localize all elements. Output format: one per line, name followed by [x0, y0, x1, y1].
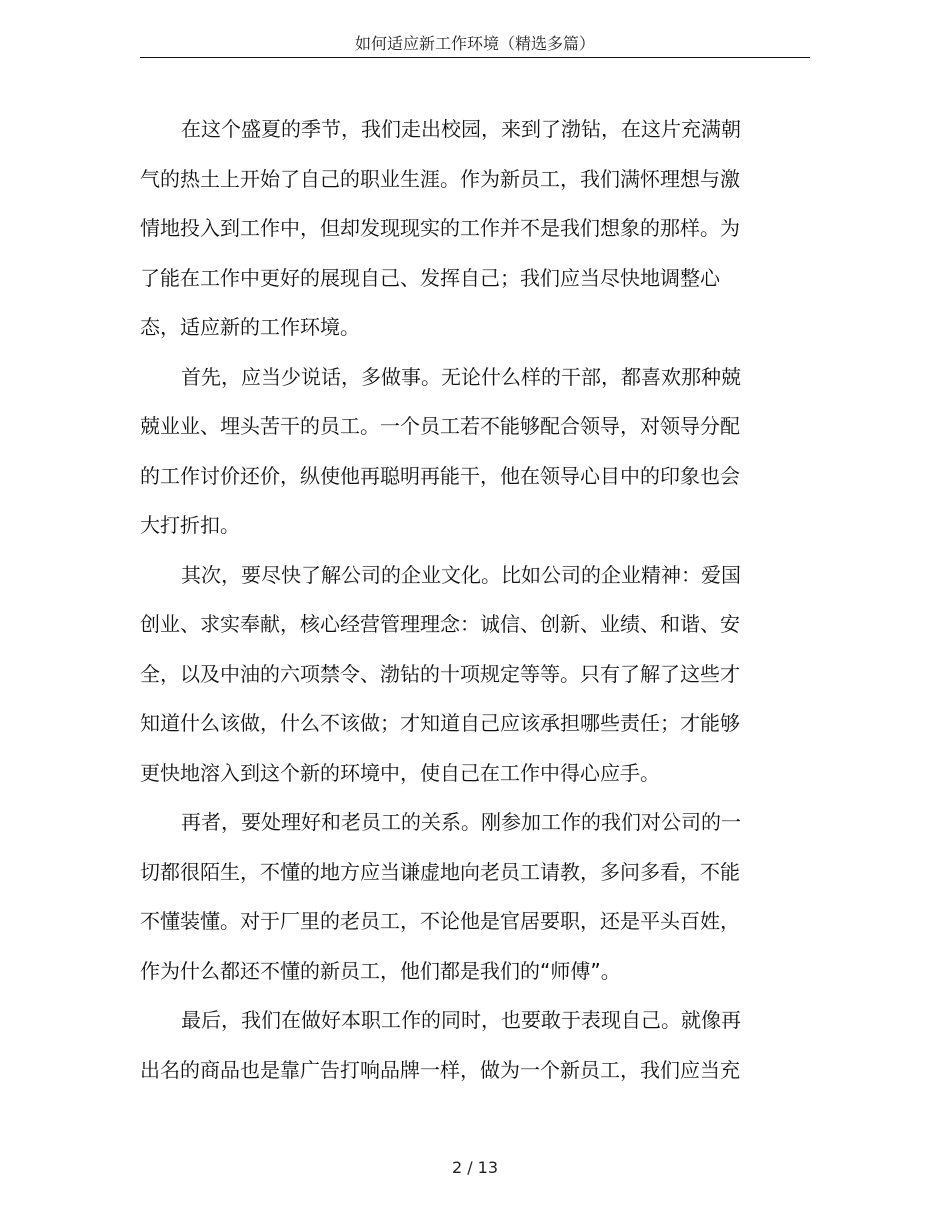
paragraph-line: 态，适应新的工作环境。	[140, 315, 360, 339]
header-divider	[140, 57, 810, 58]
document-body	[140, 105, 752, 1095]
paragraph-line: 的工作讨价还价，纵使他再聪明再能干，他在领导心目中的印象也会	[140, 463, 740, 488]
paragraph-line: 全，以及中油的六项禁令、渤钻的十项规定等等。只有了解了这些才	[140, 661, 740, 686]
page-number: 2 / 13	[451, 1158, 499, 1177]
paragraph-line: 出名的商品也是靠广告打响品牌一样，做为一个新员工，我们应当充	[140, 1057, 740, 1082]
paragraph-line: 切都很陌生，不懂的地方应当谦虚地向老员工请教，多问多看，不能	[140, 859, 740, 884]
paragraph-line: 其次，要尽快了解公司的企业文化。比如公司的企业精神：爱国	[181, 562, 741, 587]
paragraph-line: 再者，要处理好和老员工的关系。刚参加工作的我们对公司的一	[181, 810, 741, 834]
paragraph-line: 知道什么该做，什么不该做；才知道自己应该承担哪些责任；才能够	[140, 711, 740, 735]
paragraph-line: 创业、求实奉献，核心经营管理理念：诚信、创新、业绩、和谐、安	[140, 612, 740, 636]
paragraph-line: 不懂装懂。对于厂里的老员工，不论他是官居要职，还是平头百姓，	[140, 909, 740, 933]
page-header-title: 如何适应新工作环境（精选多篇）	[354, 34, 595, 53]
paragraph-line: 在这个盛夏的季节，我们走出校园，来到了渤钻，在这片充满朝	[181, 117, 741, 141]
paragraph-line: 了能在工作中更好的展现自己、发挥自己；我们应当尽快地调整心	[140, 265, 720, 290]
paragraph-line: 作为什么都还不懂的新员工，他们都是我们的“师傅”。	[140, 958, 621, 983]
paragraph-line: 最后，我们在做好本职工作的同时，也要敢于表现自己。就像再	[181, 1008, 741, 1032]
paragraph-line: 气的热土上开始了自己的职业生涯。作为新员工，我们满怀理想与激	[140, 166, 740, 191]
paragraph-line: 情地投入到工作中，但却发现现实的工作并不是我们想象的那样。为	[140, 216, 740, 240]
paragraph-line: 大打折扣。	[140, 513, 240, 537]
paragraph-line: 兢业业、埋头苦干的员工。一个员工若不能够配合领导，对领导分配	[140, 414, 740, 438]
paragraph-line: 更快地溶入到这个新的环境中，使自己在工作中得心应手。	[140, 760, 660, 785]
paragraph-line: 首先，应当少说话，多做事。无论什么样的干部，都喜欢那种兢	[181, 364, 741, 389]
